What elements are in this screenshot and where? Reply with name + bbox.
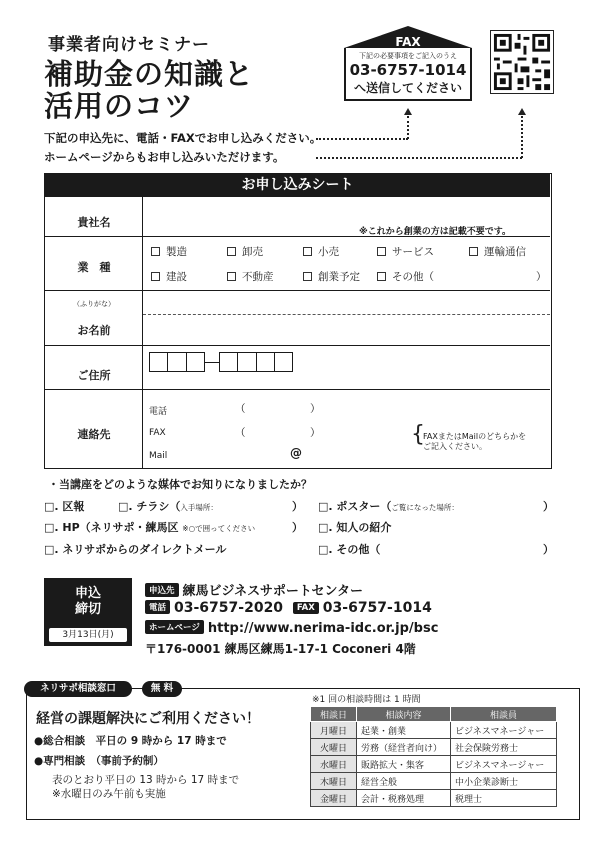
checkbox-icon[interactable] — [303, 247, 312, 256]
fax-tag: FAX — [293, 602, 319, 614]
deadline-line1: 申込 — [74, 586, 101, 601]
contact-note2: ご記入ください。 — [423, 442, 487, 451]
seminar-subtitle: 事業者向けセミナー — [48, 35, 210, 55]
company-note: ※これから創業の方は記載不要です。 — [359, 227, 512, 237]
checkbox-icon[interactable] — [469, 247, 478, 256]
table-header: 相談日 — [311, 707, 357, 722]
checkbox-icon[interactable] — [151, 272, 160, 281]
industry-manufacturing[interactable]: 製造 — [151, 244, 187, 259]
industry-retail[interactable]: 小売 — [303, 244, 339, 259]
source-option-newsletter[interactable]: □. 区報 — [44, 500, 85, 513]
industry-label: 業 種 — [77, 261, 111, 274]
dotted-leader-1 — [316, 138, 408, 140]
apply-phones — [145, 600, 432, 616]
table-header: 相談内容 — [357, 707, 451, 722]
checkbox-icon[interactable] — [377, 272, 386, 281]
seminar-title-line1: 補助金の知識と — [44, 57, 255, 91]
apply-org: 申込先 練馬ビジネスサポートセンター — [145, 580, 363, 599]
source-option-poster[interactable]: □. ポスター（ご覧になった場所： — [318, 500, 459, 513]
website-tag: ホームページ — [145, 620, 204, 634]
consult-table-note: ※1 回の相談時間は 1 時間 — [312, 695, 421, 705]
qr-code-icon[interactable] — [490, 30, 554, 94]
fax-label: FAX — [149, 428, 166, 438]
contact-label: 連絡先 — [77, 428, 111, 441]
checkbox-icon[interactable] — [227, 247, 236, 256]
arrow-up-icon — [404, 108, 412, 115]
seminar-title-line2: 活用のコツ — [44, 89, 195, 123]
checkbox-icon[interactable] — [377, 247, 386, 256]
intro-line2: ホームページからもお申し込みいただけます。 — [44, 150, 285, 164]
source-option-direct-mail[interactable]: □. ネリサポからのダイレクトメール — [44, 543, 227, 556]
fax-badge-number: 03-6757-1014 — [349, 61, 467, 79]
apply-tel[interactable]: 03-6757-2020 — [174, 600, 284, 616]
table-row: 水曜日 販路拡大・集客 ビジネスマネージャー — [311, 756, 557, 773]
deadline-box — [44, 578, 132, 646]
contact-note1: FAXまたはMailのどちらかを — [423, 432, 527, 441]
industry-other[interactable]: その他（ — [377, 269, 434, 284]
fax-badge-send: へ送信してください — [353, 81, 462, 95]
apply-website — [145, 620, 438, 636]
industry-transport[interactable]: 運輸通信 — [469, 244, 526, 259]
checkbox-icon[interactable] — [303, 272, 312, 281]
furigana-label: （ふりがな） — [73, 300, 115, 308]
phone-tag: 電話 — [145, 600, 170, 614]
consult-special-hours: 表のとおり平日の 13 時から 17 時まで — [52, 774, 240, 786]
checkbox-icon[interactable] — [227, 272, 236, 281]
checkbox-icon[interactable] — [151, 247, 160, 256]
source-option-other[interactable]: □. その他（ — [318, 543, 381, 556]
consult-general: ●総合相談 平日の 9 時から 17 時まで — [34, 735, 227, 747]
apply-fax[interactable]: 03-6757-1014 — [322, 600, 432, 616]
intro-line1: 下記の申込先に、電話・FAXでお申し込みください。 — [44, 131, 322, 145]
apply-tag: 申込先 — [145, 583, 179, 597]
consult-schedule-table — [310, 706, 557, 807]
mail-label: Mail — [149, 451, 168, 461]
company-label: 貴社名 — [77, 216, 111, 229]
contact-fields[interactable] — [185, 400, 405, 466]
fax-badge — [344, 26, 472, 101]
deadline-line2: 締切 — [74, 602, 101, 617]
industry-construction[interactable]: 建設 — [151, 269, 187, 284]
table-row: 木曜日 経営全般 中小企業診断士 — [311, 773, 557, 790]
form-title: お申し込みシート — [45, 174, 550, 197]
consult-special-note: ※水曜日のみ午前も実施 — [52, 788, 166, 800]
industry-real-estate[interactable]: 不動産 — [227, 269, 274, 284]
fax-badge-label: FAX — [395, 35, 421, 49]
deadline-date: 3月13日(月) — [49, 628, 127, 642]
survey-question: ・当講座をどのような媒体でお知りになりましたか？ — [48, 478, 312, 491]
free-badge: 無 料 — [142, 681, 182, 697]
name-label: お名前 — [77, 324, 111, 337]
table-header: 相談員 — [451, 707, 557, 722]
tel-label: 電話 — [149, 407, 168, 417]
industry-startup[interactable]: 創業予定 — [303, 269, 360, 284]
table-row: 火曜日 労務（経営者向け） 社会保険労務士 — [311, 739, 557, 756]
source-option-flyer[interactable]: □. チラシ（入手場所： — [118, 500, 218, 513]
table-row: 月曜日 起業・創業 ビジネスマネージャー — [311, 722, 557, 739]
consult-headline: 経営の課題解決にご利用ください！ — [36, 711, 260, 727]
consult-tag: ネリサポ相談窓口 — [24, 681, 132, 697]
application-form: お申し込みシート 貴社名 ※これから創業の方は記載不要です。 業 種 製造 卸売 小売 サービス 運輸通信 建設 不動産 創業予定 その他（ ） （ふりがな） お名前 ご住所 連絡先 電話 （ ） FAX （ ） Mail @ { FAXまたはMailのどちらかを ご記入ください。 — [44, 173, 552, 469]
dotted-leader-2-vertical — [521, 116, 523, 158]
table-row: 金曜日 会計・税務処理 税理士 — [311, 790, 557, 807]
fax-badge-note: 下記の必要事項をご記入のうえ — [359, 52, 457, 60]
industry-wholesale[interactable]: 卸売 — [227, 244, 263, 259]
dotted-leader-2 — [316, 157, 522, 159]
dotted-leader-1-vertical — [407, 116, 409, 139]
name-field[interactable] — [145, 315, 549, 345]
arrow-up-icon — [518, 108, 526, 115]
address-label: ご住所 — [77, 369, 111, 382]
at-mark: @ — [290, 446, 302, 460]
industry-service[interactable]: サービス — [377, 244, 434, 259]
apply-address: 〒176-0001 練馬区練馬1-17-1 Coconeri 4階 — [145, 642, 416, 656]
source-option-acquaintance[interactable]: □. 知人の紹介 — [318, 521, 392, 534]
source-option-website[interactable]: □. HP（ネリサポ・練馬区 ※○で囲ってください — [44, 521, 256, 534]
consult-special: ●専門相談 （事前予約制） — [34, 755, 164, 767]
brace-icon: { — [411, 422, 425, 447]
industry-other-close: ） — [536, 271, 547, 283]
apply-url[interactable]: http://www.nerima-idc.or.jp/bsc — [207, 621, 439, 636]
postal-code-first[interactable] — [149, 352, 205, 372]
